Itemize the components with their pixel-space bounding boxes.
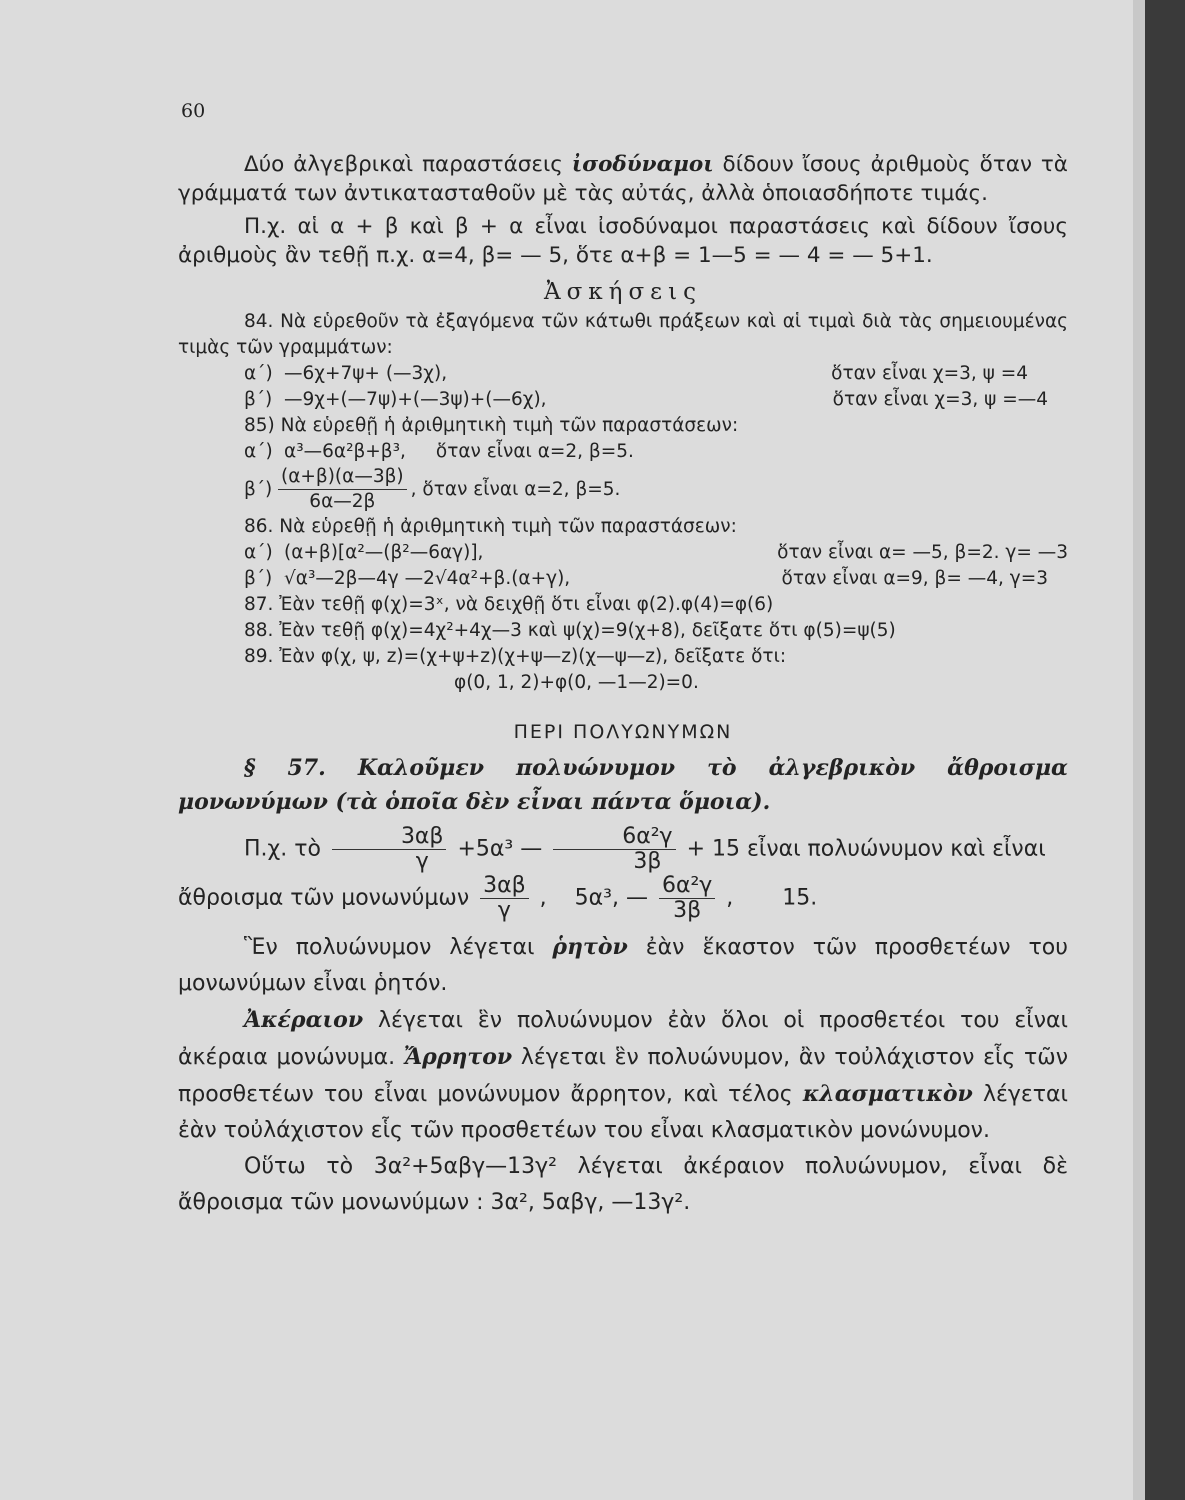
exercise-condition: ὅταν εἶναι α=9, β= —4, γ=3 [781, 568, 1048, 589]
book-binding-edge [1145, 0, 1185, 1500]
exercise-86b [178, 566, 1068, 592]
intro-emphasis: ἰσοδύναμοι [571, 152, 714, 177]
example-text: , 5α³, — [539, 885, 648, 911]
fractional-emphasis: κλασματικὸν [802, 1081, 973, 1107]
page-content [178, 150, 1068, 1221]
irrational-emphasis: Ἄρρητον [403, 1044, 513, 1070]
fraction-denominator: γ [415, 849, 429, 874]
integer-text-1: λέγεται ἓν πολυώνυμον ἐὰν ὅλοι οἱ προσθετέοι του εἶναι ἀκέραια μονώνυμα. [178, 1008, 1068, 1070]
exercise-label: β΄) [244, 389, 273, 410]
example-text: ἄθροισμα τῶν μονωνύμων [178, 885, 470, 911]
rational-emphasis: ῥητὸν [552, 934, 628, 960]
example-text: , 15. [726, 885, 818, 911]
exercise-label: α΄) [244, 441, 273, 462]
exercise-85a [178, 439, 1068, 465]
exercise-condition: ὅταν εἶναι χ=3, ψ =4 [831, 363, 1028, 384]
example-text: +5α³ — [457, 836, 543, 862]
intro-text-1: Δύο ἀλγεβρικαὶ παραστάσεις [244, 152, 572, 177]
fraction-numerator: 6α²γ [553, 825, 675, 850]
fraction-denominator: 3β [633, 849, 662, 874]
rational-text-2: ἐὰν ἕκαστον τῶν προσθετέων του μονωνύμων εἶναι ῥητόν. [178, 935, 1068, 996]
example-fraction-1 [332, 825, 447, 874]
exercise-label: α΄) [244, 363, 273, 384]
final-paragraph: Οὕτω τὸ 3α²+5αβγ—13γ² λέγεται ἀκέραιον πολυώνυμον, εἶναι δὲ ἄθροισμα τῶν μονωνύμων : 3α², 5αβγ, —13γ². [178, 1154, 1068, 1215]
polynomial-example [178, 825, 1068, 874]
fraction-denominator: 3β [673, 898, 702, 923]
exercise-condition: ὅταν εἶναι α= —5, β=2. γ= —3 [777, 542, 1068, 563]
exercise-condition: ὅταν εἶναι α=2, β=5. [435, 441, 634, 462]
polynomial-example-line2 [178, 874, 1068, 923]
exercise-89-line2: φ(0, 1, 2)+φ(0, —1—2)=0. [454, 672, 699, 693]
intro-text-2: δίδουν ἴσους ἀριθμοὺς ὅταν τὰ γράμματά των ἀντικατασταθοῦν μὲ τὰς αὐτάς, ἀλλὰ ὁποιασδήποτε τιμάς. [178, 152, 1068, 206]
exercise-condition: , ὅταν εἶναι α=2, β=5. [410, 478, 621, 500]
example-text: Π.χ. τὸ [244, 836, 321, 862]
integer-text-2: λέγεται ἓν πολυώνυμον, ἂν τοὐλάχιστον εἷς τῶν προσθετέων του εἶναι μονώνυμον ἄρρητον, καὶ τέλος [178, 1045, 1068, 1107]
fraction-numerator: 3αβ [332, 825, 447, 850]
section-title: ΠΕΡΙ ΠΟΛΥΩΝΥΜΩΝ [513, 721, 733, 743]
exercise-expression: —9χ+(—7ψ)+(—3ψ)+(—6χ), [284, 389, 547, 410]
exercise-84b [178, 387, 1068, 413]
exercise-88: 88. Ἐὰν τεθῇ φ(χ)=4χ²+4χ—3 καὶ ψ(χ)=9(χ+8), δεῖξατε ὅτι φ(5)=ψ(5) [244, 620, 896, 641]
exercise-label: β΄) [244, 478, 273, 500]
monomial-fraction-2 [659, 874, 715, 923]
exercise-label: α΄) [244, 542, 273, 563]
exercise-condition: ὅταν εἶναι χ=3, ψ =—4 [832, 389, 1048, 410]
example-fraction-2 [553, 825, 675, 874]
exercise-86a [178, 540, 1068, 566]
definition-57: § 57. Καλοῦμεν πολυώνυμον τὸ ἀλγεβρικὸν ἄθροισμα μονωνύμων (τὰ ὁποῖα δὲν εἶναι πάντα ὅμοια). [178, 755, 1068, 815]
example-text: + 15 εἶναι πολυώνυμον καὶ εἶναι [686, 836, 1046, 862]
exercise-expression: √α³—2β—4γ —2√4α²+β.(α+γ), [284, 568, 571, 589]
exercise-85-intro: 85) Νὰ εὑρεθῇ ἡ ἀριθμητικὴ τιμὴ τῶν παραστάσεων: [244, 415, 739, 436]
exercise-84-intro: 84. Νὰ εὑρεθοῦν τὰ ἐξαγόμενα τῶν κάτωθι πράξεων καὶ αἱ τιμαὶ διὰ τὰς σημειουμένας τιμὰς τῶν γραμμάτων: [178, 311, 1068, 358]
example-paragraph: Π.χ. αἱ α + β καὶ β + α εἶναι ἰσοδύναμοι παραστάσεις καὶ δίδουν ἴσους ἀριθμοὺς ἂν τεθῇ π.χ. α=4, β= — 5, ὅτε α+β = 1—5 = — 4 = — 5+1. [178, 214, 1068, 268]
exercises-block [178, 309, 1068, 696]
integer-emphasis: Ἀκέραιον [244, 1007, 364, 1033]
rational-paragraph [178, 929, 1068, 1002]
exercise-87: 87. Ἐὰν τεθῇ φ(χ)=3ˣ, νὰ δειχθῇ ὅτι εἶναι φ(2).φ(4)=φ(6) [244, 594, 774, 615]
exercise-expression: —6χ+7ψ+ (—3χ), [284, 363, 448, 384]
fraction-numerator: 3αβ [480, 874, 529, 899]
monomial-fraction-1 [480, 874, 529, 923]
exercise-89: 89. Ἐὰν φ(χ, ψ, z)=(χ+ψ+z)(χ+ψ—z)(χ—ψ—z), δεῖξατε ὅτι: [244, 646, 787, 667]
exercise-84a [178, 361, 1068, 387]
exercise-expression: α³—6α²β+β³, [284, 441, 406, 462]
fraction-denominator: γ [497, 898, 511, 923]
fraction-denominator: 6α—2β [309, 491, 376, 512]
exercise-85b [178, 465, 1068, 514]
exercise-86-intro: 86. Νὰ εὑρεθῇ ἡ ἀριθμητικὴ τιμὴ τῶν παραστάσεων: [244, 516, 737, 537]
rational-text-1: Ἓν πολυώνυμον λέγεται [244, 935, 553, 960]
fraction-numerator: (α+β)(α—3β) [278, 465, 407, 490]
integer-text-3: λέγεται ἐὰν τοὐλάχιστον εἷς τῶν προσθετέων του εἶναι κλασματικὸν μονώνυμον. [178, 1082, 1068, 1143]
page-edge-shadow [1133, 0, 1145, 1500]
fraction-numerator: 6α²γ [659, 874, 715, 899]
exercise-expression: (α+β)[α²—(β²—6αγ)], [284, 542, 484, 563]
page-number: 60 [181, 100, 206, 122]
exercises-heading: Ἀσκήσεις [544, 279, 702, 305]
exercise-fraction [278, 465, 407, 514]
intro-paragraph [178, 150, 1068, 208]
integer-paragraph [178, 1002, 1068, 1149]
exercise-label: β΄) [244, 568, 273, 589]
